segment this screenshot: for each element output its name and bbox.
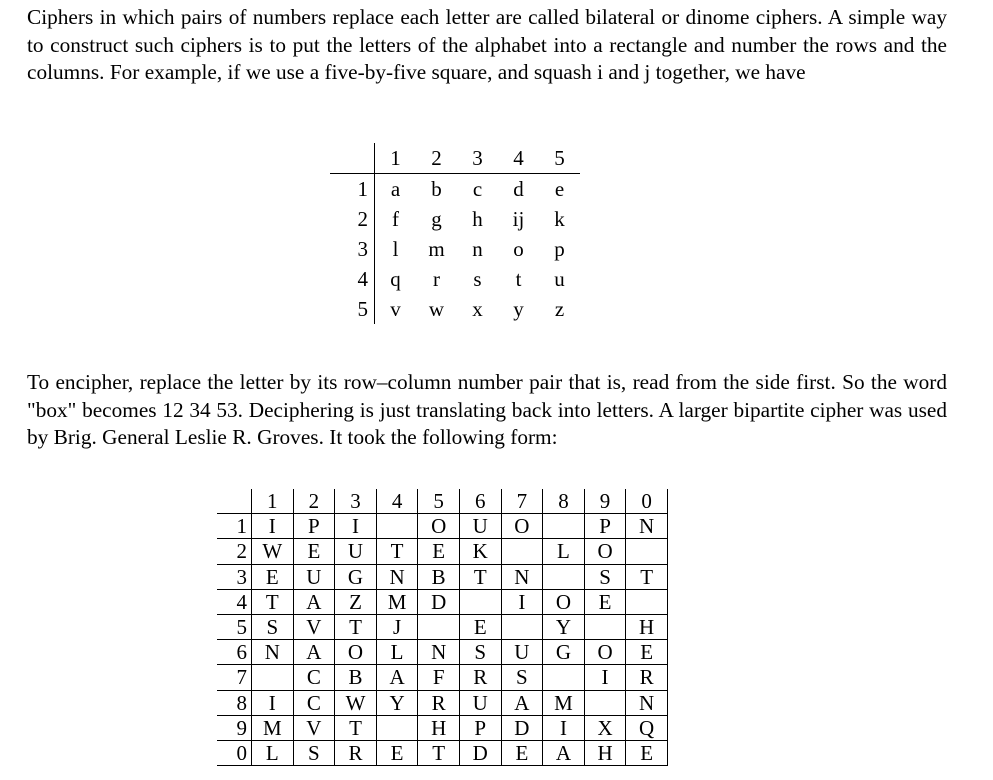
groves-cell: R [626,665,668,690]
square-cell: ij [512,207,525,231]
square-cell: o [513,237,524,261]
groves-cell: L [252,740,294,765]
groves-cell [376,715,418,740]
square-cell: z [554,297,565,321]
groves-cell: R [459,665,501,690]
groves-cell: V [293,614,335,639]
square-cell: u [554,267,565,291]
groves-column-header: 0 [626,489,668,514]
square-cell: x [472,297,483,321]
groves-cell [626,539,668,564]
groves-row-header: 8 [217,690,252,715]
groves-cell: O [584,539,626,564]
groves-row-header: 1 [217,514,252,539]
groves-cell: L [376,640,418,665]
groves-cell: I [501,589,543,614]
square-row [330,204,580,234]
square-cell: w [428,297,445,321]
groves-cell: E [626,640,668,665]
groves-cell: U [501,640,543,665]
square-row-header: 4 [330,264,375,294]
groves-cell: X [584,715,626,740]
groves-cell: N [252,640,294,665]
groves-cell: S [501,665,543,690]
groves-cell [626,589,668,614]
groves-cell: I [335,514,377,539]
square-cell: v [390,297,401,321]
groves-cell: T [335,614,377,639]
groves-cell: O [543,589,585,614]
groves-cell: S [293,740,335,765]
square-cell: y [513,297,524,321]
groves-row-header: 6 [217,640,252,665]
square-row [330,264,580,294]
groves-cell [543,665,585,690]
groves-cipher-table [217,489,668,766]
square-column-header: 1 [375,143,417,174]
square-cell: s [473,267,482,291]
square-cell: n [472,237,483,261]
square-row [330,234,580,264]
square-column-header: 3 [457,143,498,174]
square-row [330,174,580,205]
groves-cell: E [459,614,501,639]
groves-cell [418,614,460,639]
square-cell: m [428,237,445,261]
groves-row [217,740,667,765]
groves-cell: A [293,640,335,665]
groves-cell: I [543,715,585,740]
groves-cell: T [626,564,668,589]
groves-cell: U [459,514,501,539]
groves-row-header: 3 [217,564,252,589]
square-cell: a [390,177,401,201]
groves-cell: W [252,539,294,564]
square-cell: r [433,267,440,291]
square-cell: l [392,237,399,261]
groves-cell [252,665,294,690]
groves-cell: W [335,690,377,715]
groves-column-header: 1 [252,489,294,514]
groves-column-header: 9 [584,489,626,514]
groves-cell [584,690,626,715]
groves-column-header: 6 [459,489,501,514]
groves-cell: C [293,690,335,715]
groves-cell: N [376,564,418,589]
five-by-five-square-table [330,143,580,324]
groves-cell: I [252,690,294,715]
groves-cell: U [293,564,335,589]
groves-cell: E [626,740,668,765]
square-row-header: 2 [330,204,375,234]
groves-cell: B [418,564,460,589]
groves-cell [543,564,585,589]
square-row-header: 3 [330,234,375,264]
groves-cell: O [335,640,377,665]
groves-cell: M [252,715,294,740]
groves-cell: K [459,539,501,564]
groves-cell: T [376,539,418,564]
groves-cell: N [501,564,543,589]
groves-cell: R [418,690,460,715]
groves-cell: O [418,514,460,539]
square-cell: e [554,177,565,201]
groves-cell: E [418,539,460,564]
groves-cell: P [584,514,626,539]
groves-cell: D [459,740,501,765]
groves-cell: E [293,539,335,564]
groves-cell: T [459,564,501,589]
groves-cell: L [543,539,585,564]
groves-cell: T [252,589,294,614]
groves-cell: A [543,740,585,765]
groves-cell: I [252,514,294,539]
groves-cell: E [376,740,418,765]
groves-cell: I [584,665,626,690]
groves-cell: G [335,564,377,589]
groves-cell: S [459,640,501,665]
groves-cell: U [459,690,501,715]
groves-cell: A [293,589,335,614]
groves-row [217,539,667,564]
square-column-header: 2 [416,143,457,174]
groves-row [217,690,667,715]
groves-corner-cell [217,489,252,514]
groves-column-header: 4 [376,489,418,514]
groves-cell: H [584,740,626,765]
groves-cell: R [335,740,377,765]
groves-cell: U [335,539,377,564]
groves-cell: C [293,665,335,690]
groves-row [217,614,667,639]
square-row-header: 1 [330,174,375,205]
square-row [330,294,580,324]
groves-cell: O [584,640,626,665]
groves-row [217,715,667,740]
square-cell: c [472,177,483,201]
square-corner-cell [330,143,375,174]
groves-cell: P [459,715,501,740]
groves-column-header: 3 [335,489,377,514]
groves-cell: M [376,589,418,614]
groves-cell: Q [626,715,668,740]
groves-cell [501,539,543,564]
groves-cell: E [501,740,543,765]
groves-row-header: 7 [217,665,252,690]
groves-cell: N [418,640,460,665]
groves-cell: S [584,564,626,589]
groves-cell: G [543,640,585,665]
square-row-header: 5 [330,294,375,324]
groves-cell: F [418,665,460,690]
groves-column-header: 8 [543,489,585,514]
groves-cell: E [584,589,626,614]
square-column-header: 4 [498,143,539,174]
groves-row [217,665,667,690]
groves-row-header: 2 [217,539,252,564]
square-cell: g [431,207,442,231]
groves-cell: S [252,614,294,639]
groves-cell: E [252,564,294,589]
groves-cell: M [543,690,585,715]
square-cell: d [513,177,524,201]
groves-cell [459,589,501,614]
groves-cell [584,614,626,639]
square-column-header: 5 [539,143,580,174]
groves-cell: Z [335,589,377,614]
groves-cell: A [376,665,418,690]
square-cell: p [554,237,565,261]
groves-row-header: 9 [217,715,252,740]
groves-row [217,640,667,665]
intro-paragraph: Ciphers in which pairs of numbers replace each letter are called bilateral or dinome ciphers. A simple way to construct such ciphers is to put the letters of the alphabet into a rectangle and number the rows and the columns. For example, if we use a five-by-five square, and squash i and j together, we have [27,5,947,84]
groves-cell: T [335,715,377,740]
groves-cell: Y [376,690,418,715]
square-cell: t [515,267,522,291]
groves-cell: O [501,514,543,539]
groves-row-header: 0 [217,740,252,765]
groves-cell: J [376,614,418,639]
square-cell: k [554,207,565,231]
square-cell: f [392,207,399,231]
groves-cell [543,514,585,539]
groves-row [217,589,667,614]
square-cell: b [431,177,442,201]
groves-row [217,514,667,539]
groves-column-header: 7 [501,489,543,514]
groves-cell: B [335,665,377,690]
square-header-row [330,143,580,174]
groves-column-header: 5 [418,489,460,514]
groves-cell [501,614,543,639]
groves-cell: H [418,715,460,740]
encipher-paragraph: To encipher, replace the letter by its row–column number pair that is, read from the side first. So the word "box" becomes 12 34 53. Deciphering is just translating back into letters. A larger bipartite cipher was used by Brig. General Leslie R. Groves. It took the following form: [27,370,947,449]
groves-cell: D [501,715,543,740]
groves-cell: N [626,514,668,539]
groves-cell: P [293,514,335,539]
groves-row-header: 5 [217,614,252,639]
groves-column-header: 2 [293,489,335,514]
groves-cell: D [418,589,460,614]
groves-cell: N [626,690,668,715]
groves-cell: A [501,690,543,715]
square-cell: h [472,207,483,231]
groves-row [217,564,667,589]
groves-header-row [217,489,667,514]
groves-cell: H [626,614,668,639]
groves-cell [376,514,418,539]
groves-cell: Y [543,614,585,639]
groves-cell: T [418,740,460,765]
groves-cell: V [293,715,335,740]
groves-row-header: 4 [217,589,252,614]
square-cell: q [390,267,401,291]
